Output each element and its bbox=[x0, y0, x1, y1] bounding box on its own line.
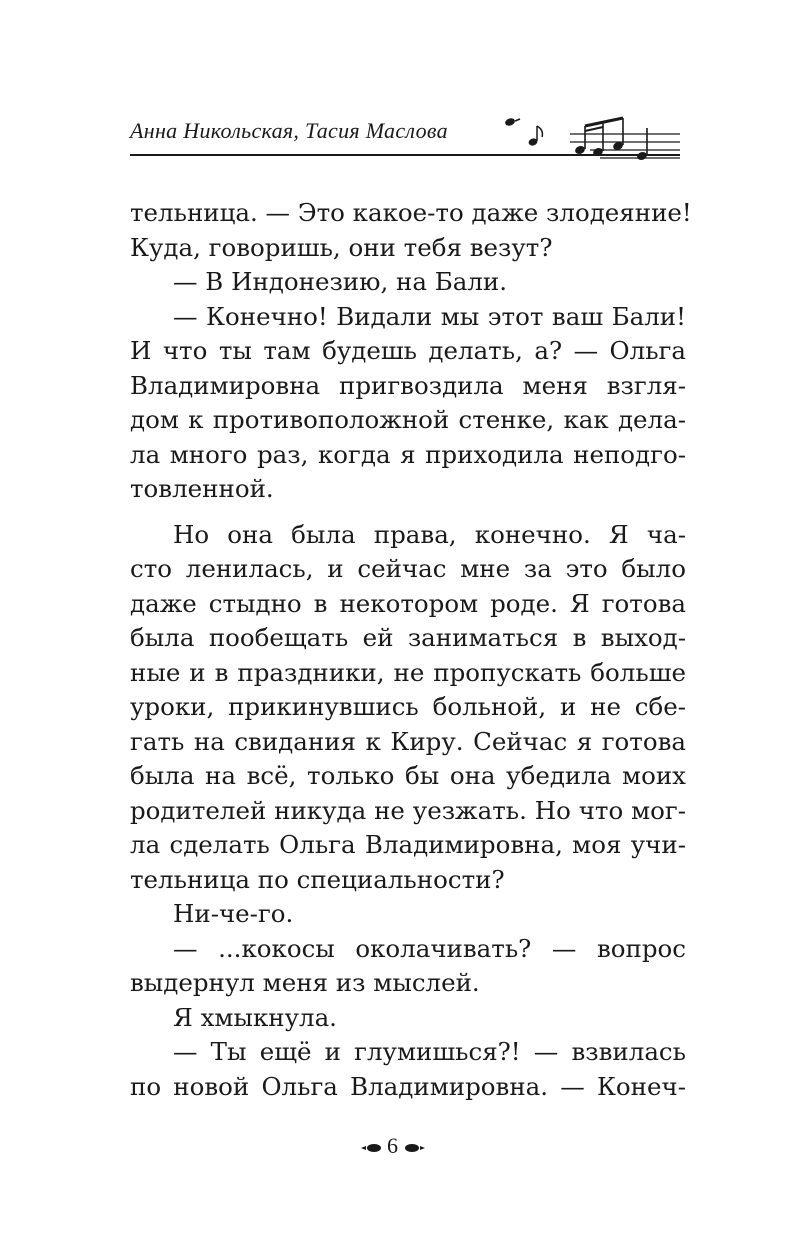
author-names: Анна Никольская, Тасия Маслова bbox=[130, 118, 448, 143]
left-ornament-icon bbox=[360, 1143, 382, 1153]
page-footer bbox=[0, 1133, 785, 1159]
page-body-text bbox=[130, 196, 692, 1104]
text-line: Куда, говоришь, они тебя везут? bbox=[130, 232, 553, 262]
text-line: ла много раз, когда я приходила неподго- bbox=[130, 439, 686, 469]
text-line: была пообещать ей заниматься в выход- bbox=[130, 623, 686, 652]
text-line: Владимировна пригвоздила меня взгля- bbox=[130, 370, 686, 400]
text-line: Ни-че-го. bbox=[173, 899, 294, 928]
text-line: — Конечно! Видали мы этот ваш Бали! bbox=[173, 301, 686, 331]
text-line: Но она была права, конечно. Я ча- bbox=[173, 519, 686, 549]
right-ornament-icon bbox=[404, 1143, 426, 1153]
text-line: Я хмыкнула. bbox=[173, 1002, 337, 1032]
page-number: 6 bbox=[387, 1133, 398, 1158]
text-line: тельница по специальности? bbox=[130, 864, 505, 894]
text-line: выдернул меня из мыслей. bbox=[130, 968, 480, 997]
text-line: сто ленилась, и сейчас мне за это было bbox=[130, 554, 686, 583]
text-line: родителей никуда не уезжать. Но что мог- bbox=[130, 795, 686, 825]
text-line: И что ты там будешь делать, а? — Ольга bbox=[130, 336, 686, 365]
text-line: даже стыдно в некотором роде. Я готова bbox=[130, 588, 686, 618]
running-header bbox=[130, 104, 680, 164]
text-line: тельница. — Это какое-то даже злодеяние! bbox=[130, 198, 692, 227]
text-line: дом к противоположной стенке, как дела- bbox=[130, 405, 686, 434]
text-line: была на всё, только бы она убедила моих bbox=[130, 761, 686, 790]
text-line: ные и в праздники, не пропускать больше bbox=[130, 657, 686, 687]
text-line: — В Индонезию, на Бали. bbox=[173, 267, 508, 296]
text-line: гать на свидания к Киру. Сейчас я готова bbox=[130, 726, 686, 756]
text-line: уроки, прикинувшись больной, и не сбе- bbox=[130, 692, 686, 721]
text-line: ла сделать Ольга Владимировна, моя учи- bbox=[130, 830, 686, 859]
text-line: — Ты ещё и глумишься?! — взвилась bbox=[173, 1037, 686, 1066]
text-line: по новой Ольга Владимировна. — Конеч- bbox=[130, 1071, 686, 1101]
text-line: — ...кокосы околачивать? — вопрос bbox=[173, 933, 686, 963]
music-notes-icon bbox=[500, 104, 680, 162]
text-line: товленной. bbox=[130, 474, 274, 503]
